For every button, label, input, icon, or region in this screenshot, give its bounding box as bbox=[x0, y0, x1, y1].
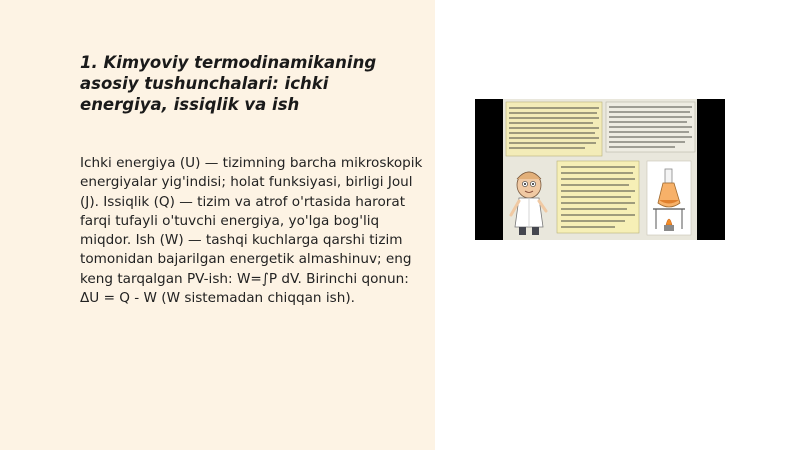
flask-burner-illustration bbox=[647, 161, 691, 235]
video-note-box-top-left bbox=[506, 102, 602, 156]
video-note-box-center bbox=[557, 161, 639, 233]
slide-body-text: Ichki energiya (U) — tizimning barcha mikroskopik energiyalar yig'indisi; holat funksiyasi, birligi Joul (J). Issiqlik (Q) — tizim va atrof o'rtasida harorat farqi tufayli o'tuvchi energiya, yo'lga bog'liq miqdor. Ish (W) — tashqi kuchlarga qarshi tizim tomonidan bajarilgan energetik almashinuv; eng keng tarqalgan PV-ish: W=∫P dV. Birinchi qonun: ΔU = Q - W (W sistemadan chiqqan ish). bbox=[80, 155, 423, 307]
video-frame-illustration bbox=[475, 99, 725, 240]
slide-title: 1. Kimyoviy termodinamikaning asosiy tushunchalari: ichki energiya, issiqlik va ish bbox=[80, 53, 377, 114]
video-note-box-top-right bbox=[606, 102, 695, 152]
video-thumbnail[interactable] bbox=[475, 99, 725, 240]
